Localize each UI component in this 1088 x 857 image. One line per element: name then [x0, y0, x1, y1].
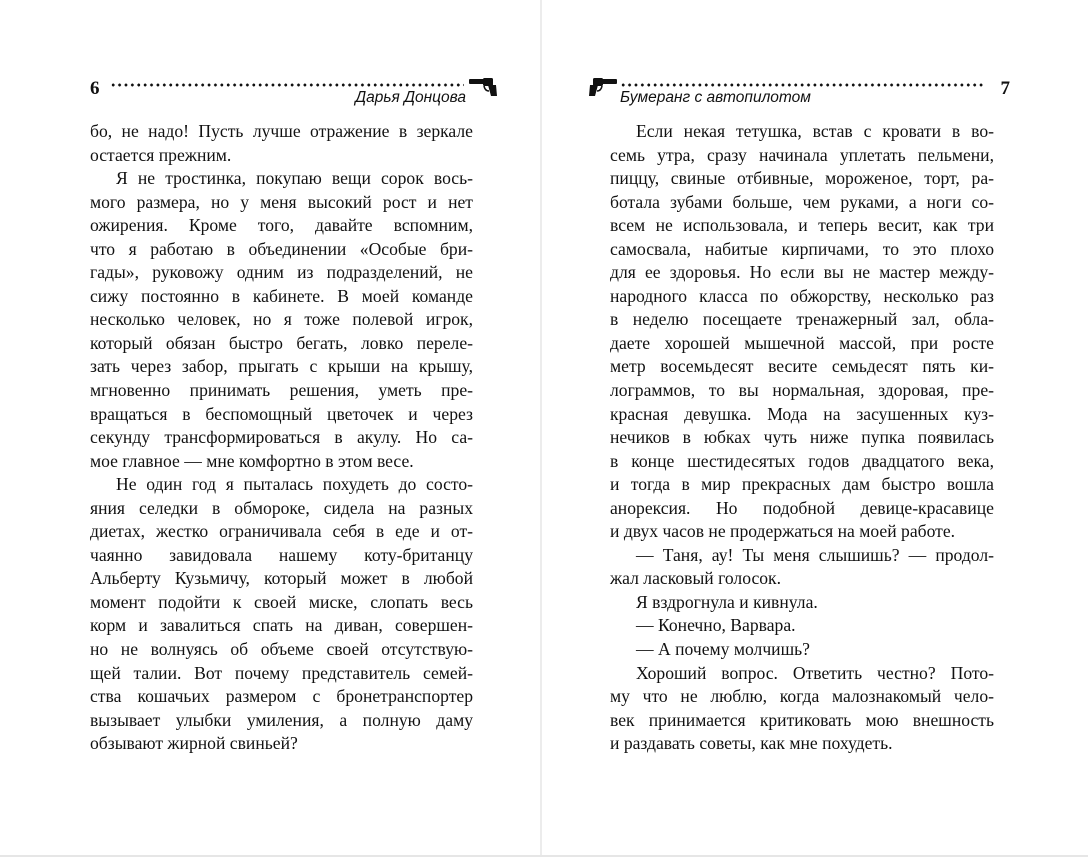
text-line: для ее здоровья. Но если вы не мастер между- — [610, 262, 994, 283]
text-line: корм и завалиться спать на диван, совершен- — [90, 615, 473, 636]
running-title-author: Дарья Донцова — [355, 89, 466, 106]
text-line: чаянно завидовала нашему коту-британцу — [90, 544, 473, 565]
text-line: вызывает улыбки умиления, а полную даму — [90, 709, 473, 730]
text-line: Я вздрогнула и кивнула. — [636, 591, 818, 612]
text-line: зать через забор, прыгать с крыши на крышу, — [90, 356, 473, 377]
page-number: 6 — [90, 78, 100, 99]
text-line: диетах, жестко ограничивала себя в еде и от- — [90, 521, 473, 542]
text-line: который обязан быстро бегать, ловко переле- — [90, 332, 473, 353]
text-line: Альберту Кузьмичу, который может в любой — [90, 568, 473, 589]
text-line: мгновенно принимать решения, уметь пре- — [90, 380, 473, 401]
text-line: обзывают жирной свиньей? — [90, 733, 298, 754]
text-line: всем не использовала, и теперь весит, как три — [610, 215, 994, 236]
text-line: и раздавать советы, как мне похудеть. — [610, 733, 893, 754]
text-line: остается прежним. — [90, 144, 232, 165]
text-line: и двух часов не продержаться на моей работе. — [610, 521, 956, 542]
text-line: му что не люблю, когда малознакомый чело- — [610, 686, 994, 707]
text-line: лограммов, то вы нормальная, здоровая, пре- — [610, 380, 994, 401]
text-line: бо, не надо! Пусть лучше отражение в зеркале — [90, 121, 473, 141]
revolver-icon — [468, 76, 498, 98]
text-line: ботала зубами больше, чем руками, а ноги со- — [610, 191, 994, 212]
text-line: метр восемьдесят весите семьдесят пять ки- — [610, 356, 994, 377]
text-line: яния селедки в обмороке, сидела на разных — [90, 497, 473, 518]
text-line: — Конечно, Варвара. — [636, 615, 796, 636]
text-line: Не один год я пыталась похудеть до состо- — [116, 474, 473, 495]
revolver-icon — [588, 76, 618, 98]
text-line: нечиков в юбках чуть ниже пупка появилась — [610, 427, 994, 448]
text-line: анорексия. Но подобной девице-красавице — [610, 497, 994, 518]
text-line: гады», руковожу одним из подразделений, не — [90, 262, 473, 283]
text-line: семь утра, сразу начинала уплетать пельмени, — [610, 144, 994, 165]
page-number: 7 — [1000, 78, 1010, 99]
text-line: и тогда в мир прекрасных дам быстро вошла — [610, 474, 994, 495]
text-line: вращаться в беспомощный цветочек и через — [90, 403, 473, 424]
text-line: Если некая тетушка, встав с кровати в во- — [636, 121, 994, 141]
right-page-body — [610, 120, 994, 756]
left-page-header — [90, 72, 498, 112]
text-line: красная девушка. Мода на засушенных куз- — [610, 403, 994, 424]
text-line: но не волнуясь об объеме своей отсутствую- — [90, 639, 473, 660]
text-line: — А почему молчишь? — [636, 639, 810, 660]
text-line: ства кошачьих размером с бронетранспортер — [90, 686, 473, 707]
text-line: момент подойти к своей миске, слопать весь — [90, 591, 473, 612]
text-line: в неделю посещаете тренажерный зал, обла- — [610, 309, 994, 330]
text-line: — Таня, ау! Ты меня слышишь? — продол- — [636, 544, 994, 565]
text-line: несколько человек, но я тоже полевой игрок, — [90, 309, 473, 330]
right-page-header — [590, 72, 1010, 112]
text-line: ожирения. Кроме того, давайте вспомним, — [90, 215, 473, 236]
text-line: Я не тростинка, покупаю вещи сорок вось- — [116, 168, 473, 189]
text-line: самосвала, набитые кирпичами, то это плохо — [610, 238, 994, 259]
text-line: сижу постоянно в кабинете. В моей команде — [90, 285, 473, 306]
text-line: что я работаю в объединении «Особые бри- — [90, 238, 473, 259]
header-dotted-rule — [620, 83, 984, 87]
text-line: жал ласковый голосок. — [610, 568, 781, 589]
text-line: мого размера, но у меня высокий рост и нет — [90, 191, 473, 212]
text-line: пиццу, свиные отбивные, мороженое, торт, ра- — [610, 168, 994, 189]
header-dotted-rule — [110, 83, 464, 87]
left-page-body — [90, 120, 473, 756]
text-line: щей талии. Вот почему представитель семей- — [90, 662, 473, 683]
text-line: в конце шестидесятых годов двадцатого века, — [610, 450, 994, 471]
text-line: народного класса по обжорству, несколько раз — [610, 285, 994, 306]
text-line: век принимается критиковать мою внешность — [610, 709, 994, 730]
text-line: мое главное — мне комфортно в этом весе. — [90, 450, 414, 471]
left-page — [0, 0, 540, 857]
text-line: секунду трансформироваться в акулу. Но са- — [90, 427, 473, 448]
right-page — [542, 0, 1088, 857]
text-line: даете хорошей мышечной массой, при росте — [610, 332, 994, 353]
running-title-book: Бумеранг с автопилотом — [620, 89, 811, 106]
text-line: Хороший вопрос. Ответить честно? Пото- — [636, 662, 994, 683]
